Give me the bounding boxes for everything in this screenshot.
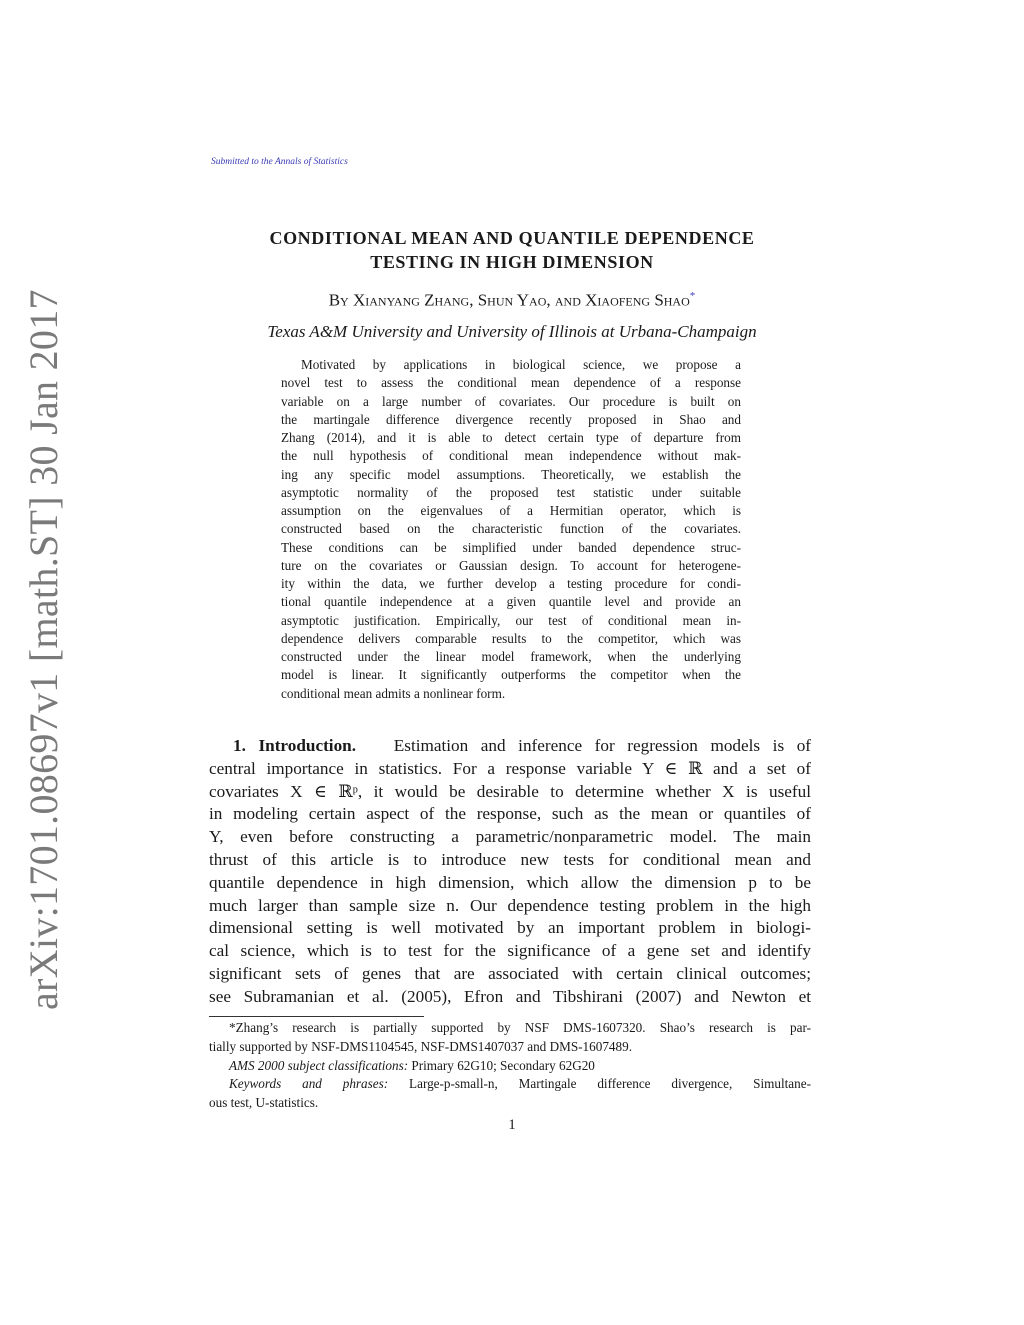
ams-value: Primary 62G10; Secondary 62G20	[411, 1057, 595, 1073]
abstract-line: variable on a large number of covariates. Our procedure is built on	[281, 393, 741, 409]
abstract-line: asymptotic normality of the proposed test statistic under suitable	[281, 484, 741, 500]
footnote-line: *Zhang’s research is partially supported by NSF DMS-1607320. Shao’s research is par-	[229, 1020, 811, 1035]
title-line: TESTING IN HIGH DIMENSION	[370, 252, 654, 272]
paragraph-line: central importance in statistics. For a response variable Y ∈ ℝ and a set of	[209, 758, 811, 778]
footnotes	[209, 1019, 811, 1113]
abstract	[281, 356, 741, 703]
paragraph-line: dimensional setting is well motivated by an important problem in biologi-	[209, 918, 811, 938]
abstract-line: conditional mean admits a nonlinear form.	[281, 685, 506, 701]
footnote-line: tially supported by NSF-DMS1104545, NSF-DMS1407037 and DMS-1607489.	[209, 1038, 633, 1054]
page-number: 1	[508, 1117, 516, 1133]
introduction-section	[209, 735, 811, 1009]
paragraph-line	[209, 735, 811, 758]
paragraph-line: Y, even before constructing a parametric/nonparametric model. The main	[209, 827, 811, 847]
keywords-continued: ous test, U-statistics.	[209, 1095, 319, 1111]
author-footnote-mark: *	[689, 290, 696, 302]
abstract-line: the null hypothesis of conditional mean independence without mak-	[281, 448, 741, 464]
abstract-line: Motivated by applications in biological science, we propose a	[301, 357, 741, 372]
footnote-rule	[209, 1016, 424, 1017]
abstract-line: asymptotic justification. Empirically, our test of conditional mean in-	[281, 612, 741, 628]
section-heading: 1. Introduction.	[233, 736, 357, 755]
abstract-line: constructed based on the characteristic function of the covariates.	[281, 521, 741, 537]
abstract-line: ing any specific model assumptions. Theoretically, we establish the	[281, 466, 741, 482]
keywords-value: Large-p-small-n, Martingale difference divergence, Simultane-	[409, 1076, 811, 1092]
paragraph-line: thrust of this article is to introduce new tests for conditional mean and	[209, 849, 811, 869]
title-line: CONDITIONAL MEAN AND QUANTILE DEPENDENCE	[269, 228, 755, 248]
abstract-line: These conditions can be simplified under banded dependence struc-	[281, 539, 741, 555]
abstract-line: assumption on the eigenvalues of a Hermitian operator, which is	[281, 503, 741, 518]
abstract-line: Zhang (2014), and it is able to detect certain type of departure from	[281, 430, 741, 445]
abstract-line: model is linear. It significantly outperforms the competitor when the	[281, 667, 741, 683]
paragraph-line: quantile dependence in high dimension, which allow the dimension p to be	[209, 872, 811, 892]
abstract-line: dependence delivers comparable results to the competitor, which was	[281, 630, 741, 646]
paragraph-line: much larger than sample size n. Our dependence testing problem in the high	[209, 895, 811, 915]
ams-label: AMS 2000 subject classifications:	[229, 1057, 409, 1073]
author-names: By Xianyang Zhang, Shun Yao, and Xiaofeng Shao	[328, 290, 690, 310]
abstract-line: the martingale difference divergence recently proposed in Shao and	[281, 411, 741, 427]
line-text: Estimation and inference for regression models is of	[393, 736, 812, 755]
abstract-line: ture on the covariates or Gaussian design. To account for heterogene-	[281, 557, 741, 573]
abstract-line: tional quantile independence at a given quantile level and provide an	[281, 594, 741, 610]
abstract-line: ity within the data, we further develop a testing procedure for condi-	[281, 576, 741, 591]
arxiv-stamp: arXiv:1701.08697v1 [math.ST] 30 Jan 2017	[21, 289, 66, 1010]
journal-note: Submitted to the Annals of Statistics	[211, 157, 348, 167]
paragraph-line: covariates X ∈ ℝᵖ, it would be desirable to determine whether X is useful	[209, 781, 811, 801]
ams-classification	[209, 1057, 811, 1076]
paragraph-line: in modeling certain aspect of the response, such as the mean or quantiles of	[209, 804, 811, 824]
paragraph-line: cal science, which is to test for the significance of a gene set and identify	[209, 941, 811, 961]
keywords	[209, 1075, 811, 1094]
paragraph-line: see Subramanian et al. (2005), Efron and Tibshirani (2007) and Newton et	[209, 986, 811, 1006]
authors	[150, 290, 874, 311]
paragraph-line: significant sets of genes that are associated with certain clinical outcomes;	[209, 963, 811, 983]
abstract-line: novel test to assess the conditional mean dependence of a response	[281, 375, 741, 391]
keywords-label: Keywords and phrases:	[229, 1076, 389, 1092]
affiliation: Texas A&M University and University of Illinois at Urbana-Champaign	[267, 322, 757, 341]
paper-title	[150, 226, 874, 274]
abstract-line: constructed under the linear model framework, when the underlying	[281, 649, 741, 664]
